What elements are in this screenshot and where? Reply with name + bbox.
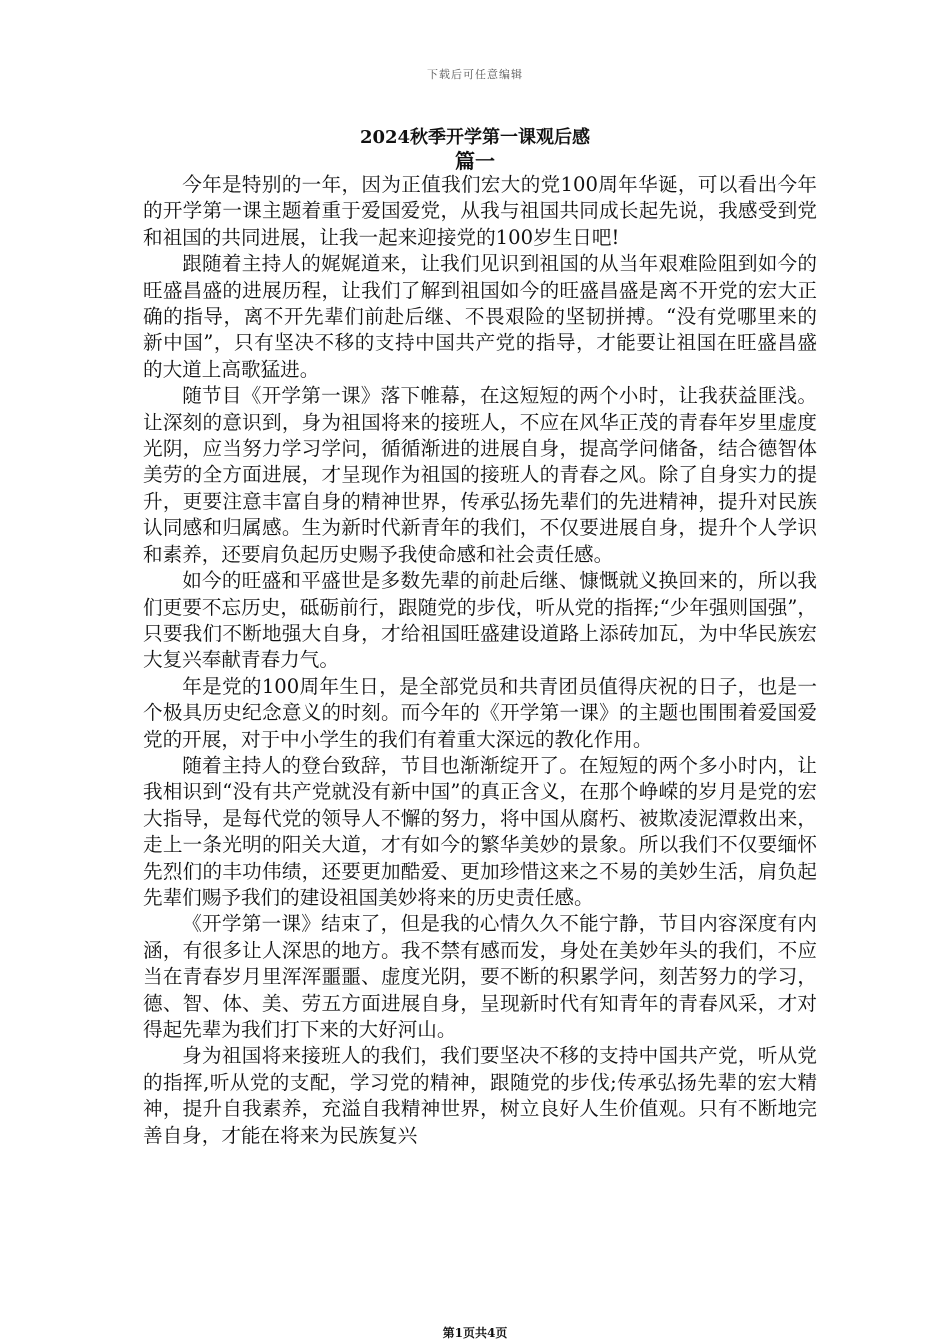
paragraph: 跟随着主持人的娓娓道来，让我们见识到祖国的从当年艰难险阻到如今的旺盛昌盛的进展历程，让我们了解到祖国如今的旺盛昌盛是离不开党的宏大正确的指导，离不开先辈们前赴后继、不畏艰险的坚韧拼搏。“没有党哪里来的新中国”，只有坚决不移的支持中国共产党的指导，才能要让祖国在旺盛昌盛的大道上高歌猛进。 — [143, 252, 817, 381]
paragraph: 身为祖国将来接班人的我们，我们要坚决不移的支持中国共产党，听从党的指挥,听从党的支配，学习党的精神，跟随党的步伐;传承弘扬先辈的宏大精神，提升自我素养，充溢自我精神世界，树立良好人生价值观。只有不断地完善自身，才能在将来为民族复兴 — [143, 1044, 817, 1147]
paragraph: 《开学第一课》结束了，但是我的心情久久不能宁静，节目内容深度有内涵，有很多让人深思的地方。我不禁有感而发，身处在美妙年头的我们，不应当在青春岁月里浑浑噩噩、虚度光阴，要不断的积累学问，刻苦努力的学习，德、智、体、美、劳五方面进展自身，呈现新时代有知青年的青春风采，才对得起先辈为我们打下来的大好河山。 — [143, 912, 817, 1041]
paragraph: 随着主持人的登台致辞，节目也渐渐绽开了。在短短的两个多小时内，让我相识到“没有共产党就没有新中国”的真正含义，在那个峥嵘的岁月是党的宏大指导，是每代党的领导人不懈的努力，将中国从腐朽、被欺凌泥潭救出来，走上一条光明的阳关大道，才有如今的繁华美妙的景象。所以我们不仅要缅怀先烈们的丰功伟绩，还要更加酷爱、更加珍惜这来之不易的美妙生活，肩负起先辈们赐予我们的建设祖国美妙将来的历史责任感。 — [143, 753, 817, 909]
document-title: 2024秋季开学第一课观后感 — [359, 127, 591, 148]
paragraph: 随节目《开学第一课》落下帷幕，在这短短的两个小时，让我获益匪浅。让深刻的意识到，身为祖国将来的接班人，不应在风华正茂的青春年岁里虚度光阴，应当努力学习学问，循循渐进的进展自身，提高学问储备，结合德智体美劳的全方面进展，才呈现作为祖国的接班人的青春之风。除了自身实力的提升，更要注意丰富自身的精神世界，传承弘扬先辈们的先进精神，提升对民族认同感和归属感。生为新时代新青年的我们，不仅要进展自身，提升个人学识和素养，还要肩负起历史赐予我使命感和社会责任感。 — [143, 384, 817, 566]
paragraph: 年是党的100周年生日，是全部党员和共青团员值得庆祝的日子，也是一个极具历史纪念意义的时刻。而今年的《开学第一课》的主题也围围着爱国爱党的开展，对于中小学生的我们有着重大深远的教化作用。 — [143, 674, 817, 751]
section-heading: 篇一 — [455, 149, 495, 173]
header-note: 下载后可任意编辑 — [427, 68, 523, 81]
page-number: 第1页共4页 — [442, 1326, 508, 1340]
paragraph: 如今的旺盛和平盛世是多数先辈的前赴后继、慷慨就义换回来的，所以我们更要不忘历史，砥砺前行，跟随党的步伐，听从党的指挥;“少年强则国强”，只要我们不断地强大自身，才给祖国旺盛建设道路上添砖加瓦，为中华民族宏大复兴奉献青春力气。 — [143, 569, 817, 672]
paragraph: 今年是特别的一年，因为正值我们宏大的党100周年华诞，可以看出今年的开学第一课主题着重于爱国爱党，从我与祖国共同成长起先说，我感受到党和祖国的共同进展，让我一起来迎接党的100岁生日吧! — [143, 173, 817, 249]
document-body — [143, 172, 817, 1149]
